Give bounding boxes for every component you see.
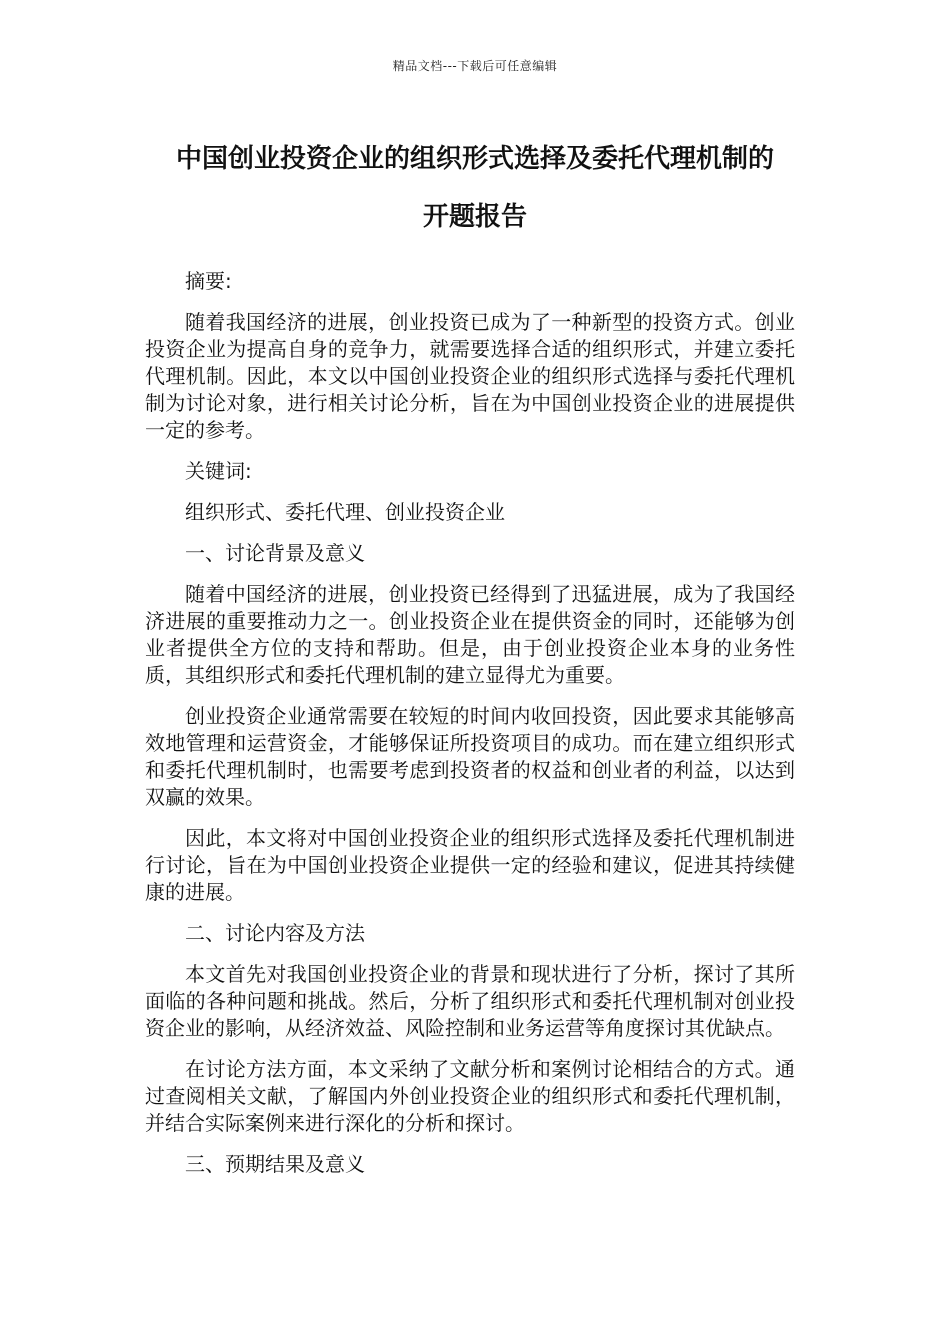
document-title bbox=[120, 130, 830, 246]
section-1-paragraph-2: 创业投资企业通常需要在较短的时间内收回投资，因此要求其能够高效地管理和运营资金，才能够保证所投资项目的成功。而在建立组织形式和委托代理机制时，也需要考虑到投资者的权益和创业者的利益，以达到双赢的效果。 bbox=[145, 704, 795, 809]
section-heading-2: 二、讨论内容及方法 bbox=[185, 921, 365, 945]
section-heading-1: 一、讨论背景及意义 bbox=[185, 541, 365, 565]
section-2-paragraph-1: 本文首先对我国创业投资企业的背景和现状进行了分析，探讨了其所面临的各种问题和挑战。然后，分析了组织形式和委托代理机制对创业投资企业的影响，从经济效益、风险控制和业务运营等角度探讨其优缺点。 bbox=[145, 962, 795, 1040]
title-line-1: 中国创业投资企业的组织形式选择及委托代理机制的 bbox=[175, 144, 774, 174]
keywords-label: 关键词: bbox=[185, 459, 252, 483]
document-body bbox=[145, 268, 795, 1192]
abstract-label: 摘要: bbox=[185, 269, 232, 293]
section-1-paragraph-3: 因此，本文将对中国创业投资企业的组织形式选择及委托代理机制进行讨论，旨在为中国创业投资企业提供一定的经验和建议，促进其持续健康的进展。 bbox=[145, 826, 795, 904]
abstract-paragraph: 随着我国经济的进展，创业投资已成为了一种新型的投资方式。创业投资企业为提高自身的竞争力，就需要选择合适的组织形式，并建立委托代理机制。因此，本文以中国创业投资企业的组织形式选择与委托代理机制为讨论对象，进行相关讨论分析，旨在为中国创业投资企业的进展提供一定的参考。 bbox=[145, 310, 795, 442]
header-note: 精品文档---下载后可任意编辑 bbox=[392, 59, 558, 73]
section-heading-3: 三、预期结果及意义 bbox=[185, 1152, 365, 1176]
title-line-2: 开题报告 bbox=[422, 202, 527, 232]
keywords-text: 组织形式、委托代理、创业投资企业 bbox=[185, 500, 505, 524]
section-2-paragraph-2: 在讨论方法方面，本文采纳了文献分析和案例讨论相结合的方式。通过查阅相关文献，了解国内外创业投资企业的组织形式和委托代理机制，并结合实际案例来进行深化的分析和探讨。 bbox=[145, 1057, 795, 1135]
section-1-paragraph-1: 随着中国经济的进展，创业投资已经得到了迅猛进展，成为了我国经济进展的重要推动力之一。创业投资企业在提供资金的同时，还能够为创业者提供全方位的支持和帮助。但是，由于创业投资企业本身的业务性质，其组织形式和委托代理机制的建立显得尤为重要。 bbox=[145, 582, 795, 687]
